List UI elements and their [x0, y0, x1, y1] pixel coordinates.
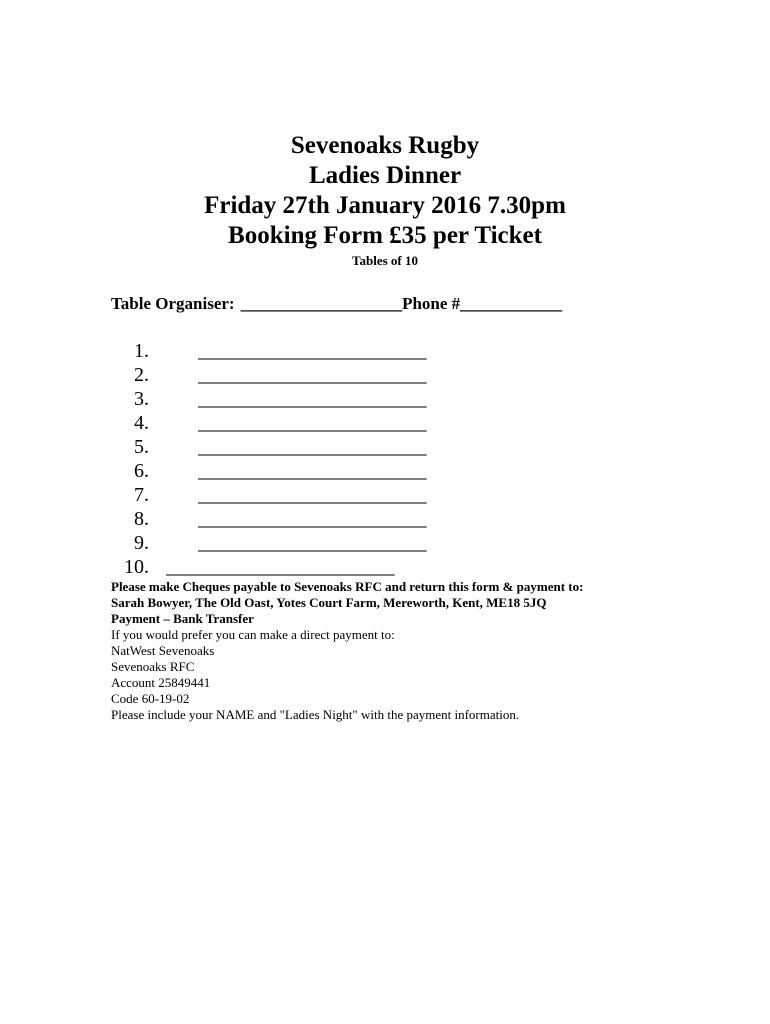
guest-entry [0, 387, 770, 411]
entry-number: 10. [124, 556, 149, 578]
entry-number: 3. [134, 388, 149, 410]
postal-address: Sarah Bowyer, The Old Oast, Yotes Court Farm, Mereworth, Kent, ME18 5JQ [111, 595, 547, 610]
account-number: Account 25849441 [111, 675, 211, 690]
entry-blank[interactable]: ________________________ [198, 340, 426, 362]
bank-transfer-heading: Payment – Bank Transfer [111, 611, 254, 626]
cheque-instruction: Please make Cheques payable to Sevenoaks RFC and return this form & payment to: [111, 579, 584, 594]
entry-blank[interactable]: ________________________ [198, 388, 426, 410]
entry-blank[interactable]: ________________________ [198, 436, 426, 458]
bank-name: NatWest Sevenoaks [111, 643, 215, 658]
entry-number: 7. [134, 484, 149, 506]
entry-blank[interactable]: ________________________ [198, 460, 426, 482]
form-header [0, 131, 770, 269]
entry-blank[interactable]: ________________________ [198, 412, 426, 434]
phone-blank[interactable]: ____________ [460, 294, 563, 313]
organiser-label: Table Organiser: [111, 294, 235, 313]
entry-blank[interactable]: ________________________ [198, 364, 426, 386]
payment-reference-note: Please include your NAME and "Ladies Night" with the payment information. [111, 707, 520, 722]
entry-blank[interactable]: ________________________ [166, 556, 394, 578]
organiser-row [111, 293, 562, 315]
entry-number: 4. [134, 412, 149, 434]
phone-label: Phone # [402, 294, 461, 313]
guest-entry [0, 555, 770, 579]
entry-number: 2. [134, 364, 149, 386]
sort-code: Code 60-19-02 [111, 691, 190, 706]
guest-list [0, 339, 770, 579]
entry-number: 6. [134, 460, 149, 482]
guest-entry [0, 459, 770, 483]
subtitle-tables: Tables of 10 [352, 253, 418, 268]
title-event: Ladies Dinner [308, 162, 462, 189]
guest-entry [0, 507, 770, 531]
guest-entry [0, 411, 770, 435]
title-date: Friday 27th January 2016 7.30pm [204, 192, 566, 219]
entry-number: 1. [134, 340, 149, 362]
entry-blank[interactable]: ________________________ [198, 532, 426, 554]
entry-blank[interactable]: ________________________ [198, 484, 426, 506]
entry-number: 5. [134, 436, 149, 458]
title-club: Sevenoaks Rugby [290, 132, 480, 159]
guest-entry [0, 483, 770, 507]
organiser-blank[interactable]: ___________________ [240, 294, 403, 313]
guest-entry [0, 339, 770, 363]
entry-number: 8. [134, 508, 149, 530]
guest-entry [0, 435, 770, 459]
title-price: Booking Form £35 per Ticket [228, 222, 542, 249]
payment-instructions [111, 579, 751, 723]
entry-number: 9. [134, 532, 149, 554]
guest-entry [0, 363, 770, 387]
guest-entry [0, 531, 770, 555]
account-name: Sevenoaks RFC [111, 659, 195, 674]
direct-payment-intro: If you would prefer you can make a direct payment to: [111, 627, 395, 642]
entry-blank[interactable]: ________________________ [198, 508, 426, 530]
